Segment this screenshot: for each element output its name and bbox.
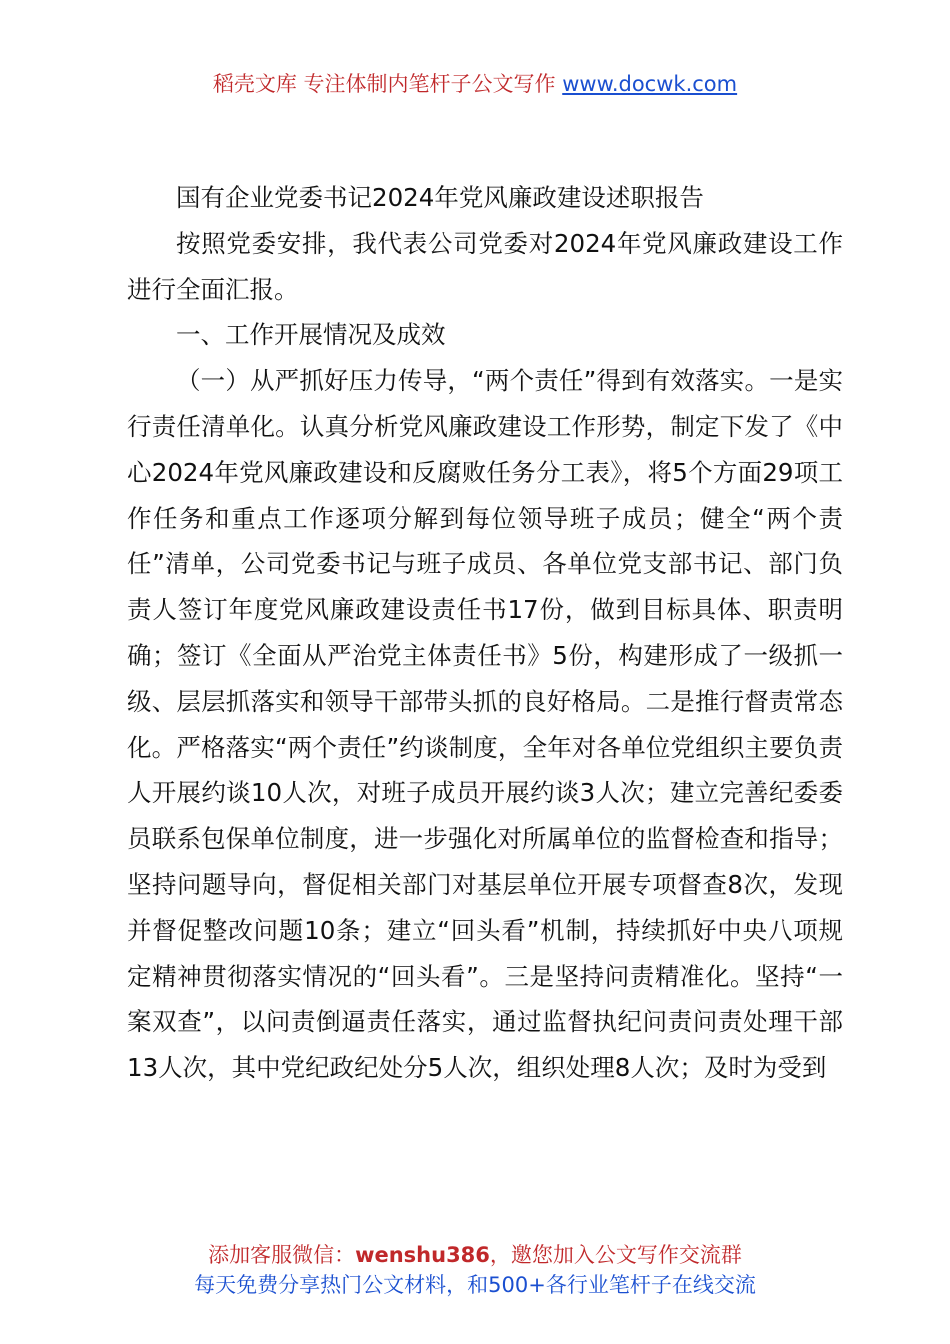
footer-contact-line	[0, 1240, 950, 1270]
section-heading: 一、工作开展情况及成效	[176, 320, 446, 350]
footer-promo-line: 每天免费分享热门公文材料，和500+各行业笔杆子在线交流	[194, 1273, 756, 1297]
body-paragraph: （一）从严抓好压力传导，“两个责任”得到有效落实。一是实行责任清单化。认真分析党风廉政建设工作形势，制定下发了《中心2024年党风廉政建设和反腐败任务分工表》，将5个方面29项工作任务和重点工作逐项分解到每位领导班子成员；健全“两个责任”清单，公司党委书记与班子成员、各单位党支部书记、部门负责人签订年度党风廉政建设责任书17份，做到目标具体、职责明确；签订《全面从严治党主体责任书》5份，构建形成了一级抓一级、层层抓落实和领导干部带头抓的良好格局。二是推行督责常态化。严格落实“两个责任”约谈制度，全年对各单位党组织主要负责人开展约谈10人次，对班子成员开展约谈3人次；建立完善纪委委员联系包保单位制度，进一步强化对所属单位的监督检查和指导；坚持问题导向，督促相关部门对基层单位开展专项督查8次，发现并督促整改问题10条；建立“回头看”机制，持续抓好中央八项规定精神贯彻落实情况的“回头看”。三是坚持问责精准化。坚持“一案双查”，以问责倒逼责任落实，通过监督执纪问责问责处理干部13人次，其中党纪政纪处分5人次，组织处理8人次；及时为受到	[127, 366, 843, 1083]
site-name: 稻壳文库 专注体制内笔杆子公文写作	[212, 72, 563, 96]
page-footer	[0, 1240, 950, 1300]
document-body	[127, 175, 843, 1091]
site-url-link[interactable]: www.docwk.com	[562, 72, 738, 96]
document-title: 国有企业党委书记2024年党风廉政建设述职报告	[176, 183, 704, 212]
wechat-id: wenshu386	[355, 1243, 490, 1267]
page-header	[0, 66, 950, 102]
footer-prefix: 添加客服微信：	[208, 1243, 356, 1267]
intro-paragraph: 按照党委安排，我代表公司党委对2024年党风廉政建设工作进行全面汇报。	[127, 228, 843, 304]
footer-suffix: ，邀您加入公文写作交流群	[489, 1243, 742, 1267]
